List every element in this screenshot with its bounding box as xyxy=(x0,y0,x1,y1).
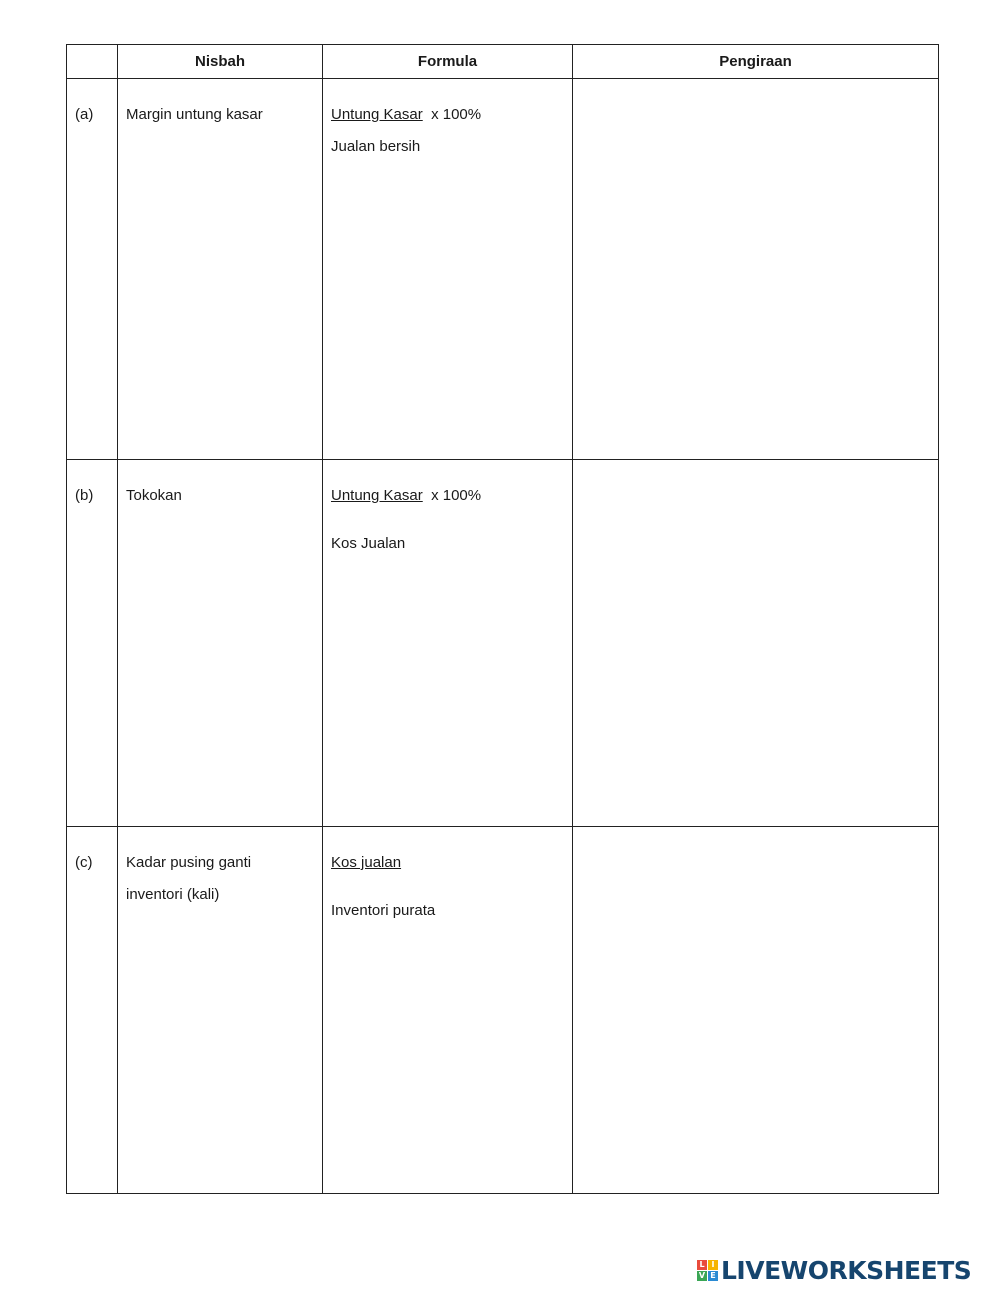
logo-letter-e: E xyxy=(708,1271,718,1281)
formula-numerator: Untung Kasar xyxy=(331,106,423,123)
pengiraan-cell[interactable] xyxy=(573,79,939,460)
pengiraan-answer-field[interactable] xyxy=(573,460,942,830)
pengiraan-answer-field[interactable] xyxy=(573,827,942,1197)
table-row xyxy=(67,79,939,460)
formula-numerator-line xyxy=(331,847,564,875)
formula-cell xyxy=(323,827,573,1194)
table-row xyxy=(67,827,939,1194)
formula-numerator-line xyxy=(331,99,564,127)
nisbah-text: Margin untung kasar xyxy=(126,106,263,123)
liveworksheets-brand xyxy=(697,1255,971,1285)
formula xyxy=(323,79,572,163)
header-nisbah: Nisbah xyxy=(118,45,323,79)
formula-numerator: Kos jualan xyxy=(331,854,402,871)
header-pengiraan: Pengiraan xyxy=(573,45,939,79)
header-row xyxy=(67,45,939,79)
formula-multiplier: x 100% xyxy=(422,487,482,504)
row-label-cell xyxy=(67,827,118,1194)
pengiraan-cell[interactable] xyxy=(573,827,939,1194)
formula-numerator: Untung Kasar xyxy=(331,487,423,504)
nisbah-cell xyxy=(118,460,323,827)
logo-letter-l: L xyxy=(697,1260,707,1270)
formula-numerator-line xyxy=(331,480,564,508)
row-label: (c) xyxy=(75,854,93,871)
formula-denominator: Jualan bersih xyxy=(331,138,421,155)
formula-cell xyxy=(323,460,573,827)
row-label-cell xyxy=(67,460,118,827)
liveworksheets-logo-icon xyxy=(697,1260,718,1281)
row-label: (b) xyxy=(75,487,94,504)
nisbah-text: Tokokan xyxy=(126,487,182,504)
logo-letter-v: V xyxy=(698,1270,706,1280)
header-label-col xyxy=(67,45,118,79)
pengiraan-cell[interactable] xyxy=(573,460,939,827)
row-label-cell xyxy=(67,79,118,460)
nisbah-cell xyxy=(118,827,323,1194)
logo-letter-i: I xyxy=(708,1260,718,1270)
ratio-worksheet-table xyxy=(66,44,939,1194)
formula-multiplier: x 100% xyxy=(422,106,482,123)
header-formula: Formula xyxy=(323,45,573,79)
nisbah-cell xyxy=(118,79,323,460)
formula-denominator: Inventori purata xyxy=(331,902,436,919)
formula-cell xyxy=(323,79,573,460)
formula-denominator: Kos Jualan xyxy=(331,535,406,552)
formula xyxy=(323,827,572,927)
pengiraan-answer-field[interactable] xyxy=(573,79,942,463)
brand-wordmark: LIVEWORKSHEETS xyxy=(721,1255,972,1285)
formula xyxy=(323,460,572,560)
nisbah-text: Kadar pusing ganti inventori (kali) xyxy=(126,854,252,903)
table-row xyxy=(67,460,939,827)
row-label: (a) xyxy=(75,106,94,123)
